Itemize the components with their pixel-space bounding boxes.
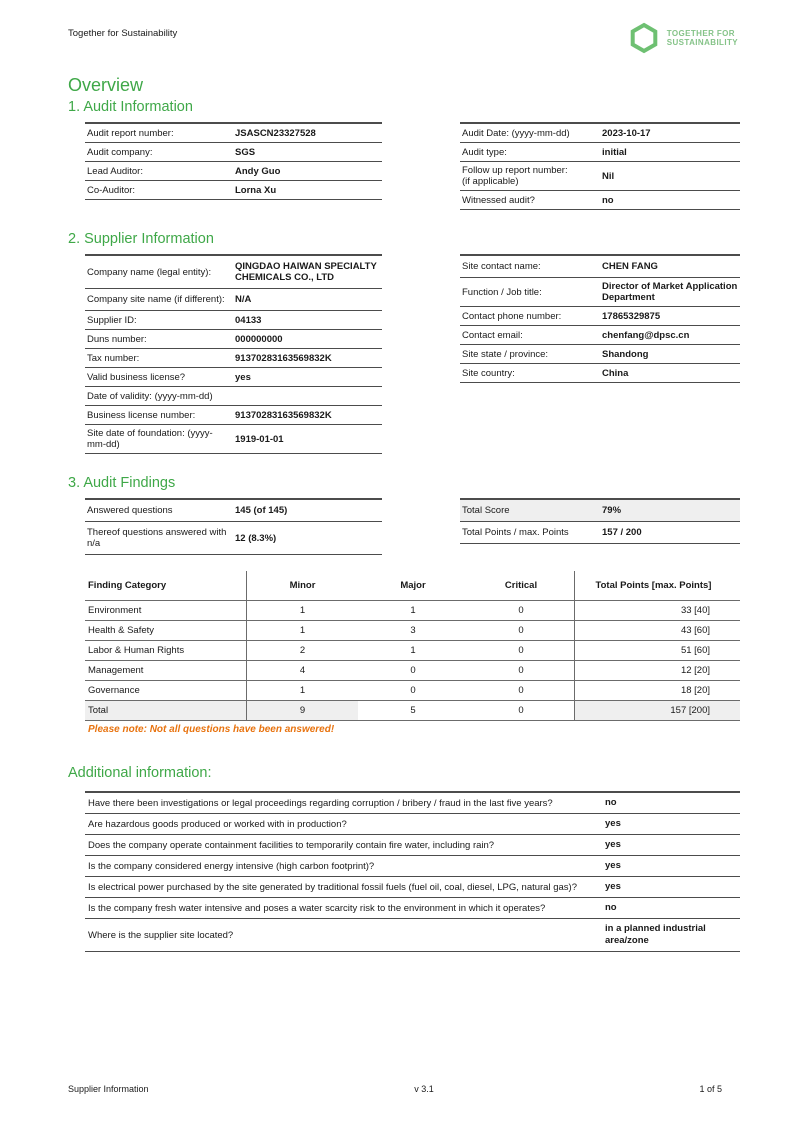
field-label: Witnessed audit? xyxy=(462,194,535,206)
answer-value: yes xyxy=(605,839,621,850)
field-label: Site country: xyxy=(462,367,515,379)
field-value: no xyxy=(602,194,614,206)
field-label: Total Points / max. Points xyxy=(462,527,569,538)
info-row xyxy=(460,162,740,191)
finding-major: 1 xyxy=(410,645,416,656)
header-title: Together for Sustainability xyxy=(68,28,178,39)
field-label: Company name (legal entity): xyxy=(87,266,212,278)
finding-category: Governance xyxy=(85,681,247,700)
field-label: Duns number: xyxy=(87,333,147,345)
field-value: 91370283163569832K xyxy=(235,352,332,364)
finding-category: Management xyxy=(85,661,247,680)
logo-line2: SUSTAINABILITY xyxy=(666,38,738,47)
info-row xyxy=(460,278,740,307)
info-row xyxy=(460,307,740,326)
info-row xyxy=(460,326,740,345)
field-label-line: (if applicable) xyxy=(462,176,519,187)
field-label xyxy=(462,165,602,187)
field-label: Site date of foundation: (yyyy-mm-dd) xyxy=(87,428,213,450)
answer-value: yes xyxy=(605,881,621,892)
finding-critical: 0 xyxy=(518,645,524,656)
info-row xyxy=(85,124,382,143)
question-text: Have there been investigations or legal proceedings regarding corruption / bribery / fraud in the last five years? xyxy=(88,797,553,809)
answer-value: yes xyxy=(605,818,621,829)
footer-version: v 3.1 xyxy=(414,1084,434,1094)
question-text: Is the company considered energy intensive (high carbon footprint)? xyxy=(88,860,375,872)
finding-points: 157 [200] xyxy=(574,701,740,720)
finding-table-header xyxy=(85,571,740,601)
info-row xyxy=(460,191,740,210)
field-label: Total Score xyxy=(462,505,510,516)
section-heading-audit-information: 1. Audit Information xyxy=(68,99,193,115)
field-value: China xyxy=(602,367,629,379)
audit-findings-right-table xyxy=(460,498,740,544)
field-label: Audit company: xyxy=(87,146,153,158)
field-label: Answered questions xyxy=(87,505,173,516)
section-heading-supplier-information: 2. Supplier Information xyxy=(68,231,214,247)
finding-row xyxy=(85,621,740,641)
page-title: Overview xyxy=(68,75,144,95)
finding-category-table xyxy=(85,571,740,721)
field-value: yes xyxy=(235,371,251,383)
section-heading-audit-findings: 3. Audit Findings xyxy=(68,475,176,491)
column-header-major: Major xyxy=(400,580,426,591)
finding-row xyxy=(85,601,740,621)
audit-findings-summary xyxy=(85,498,800,555)
field-label: Audit type: xyxy=(462,146,507,158)
field-label: Function / Job title: xyxy=(462,286,542,298)
info-row xyxy=(85,143,382,162)
finding-critical: 0 xyxy=(518,625,524,636)
field-label: Contact email: xyxy=(462,329,523,341)
finding-row xyxy=(85,681,740,701)
field-label: Contact phone number: xyxy=(462,310,562,322)
field-value: N/A xyxy=(235,294,252,305)
question-text: Does the company operate containment facilities to temporarily contain fire water, including rain? xyxy=(88,839,495,851)
field-value: initial xyxy=(602,146,627,158)
field-value: Shandong xyxy=(602,348,649,360)
finding-row-total xyxy=(85,701,740,721)
question-row xyxy=(85,919,740,952)
finding-category: Health & Safety xyxy=(85,621,247,640)
info-row xyxy=(460,345,740,364)
finding-major: 0 xyxy=(410,665,416,676)
field-value: 1919-01-01 xyxy=(235,433,284,445)
finding-major: 0 xyxy=(410,685,416,696)
hexagon-logo-icon xyxy=(628,22,660,54)
question-row xyxy=(85,856,740,877)
field-value: 79% xyxy=(602,505,622,516)
finding-row xyxy=(85,641,740,661)
tfs-logo xyxy=(628,22,738,54)
info-row xyxy=(460,364,740,383)
finding-minor: 1 xyxy=(299,605,306,616)
field-value: CHEN FANG xyxy=(602,261,658,272)
field-value: Andy Guo xyxy=(235,165,281,177)
finding-minor: 9 xyxy=(247,701,358,720)
finding-critical: 0 xyxy=(518,705,524,716)
info-row xyxy=(460,522,740,544)
field-value: 145 (of 145) xyxy=(235,505,288,516)
question-text: Where is the supplier site located? xyxy=(88,929,234,941)
finding-points: 43 [60] xyxy=(574,621,740,640)
field-value: 157 / 200 xyxy=(602,527,642,538)
field-value: QINGDAO HAIWAN SPECIALTY CHEMICALS CO., LTD xyxy=(235,261,377,283)
info-row xyxy=(85,425,382,454)
field-value: 2023-10-17 xyxy=(602,127,651,139)
info-row xyxy=(85,368,382,387)
field-label: Site contact name: xyxy=(462,261,541,272)
supplier-information-right-table xyxy=(460,254,740,383)
finding-major: 5 xyxy=(410,705,416,716)
field-label: Business license number: xyxy=(87,409,196,421)
finding-points: 51 [60] xyxy=(574,641,740,660)
answer-value: no xyxy=(605,902,617,913)
question-row xyxy=(85,877,740,898)
field-label: Date of validity: (yyyy-mm-dd) xyxy=(87,390,213,402)
finding-minor: 1 xyxy=(299,685,306,696)
finding-category: Total xyxy=(85,701,247,720)
field-label: Co-Auditor: xyxy=(87,184,136,196)
answer-value: no xyxy=(605,797,617,808)
logo-wordmark xyxy=(667,29,738,47)
footer-document-name: Supplier Information xyxy=(68,1084,149,1094)
question-row xyxy=(85,793,740,814)
finding-critical: 0 xyxy=(518,685,524,696)
field-label-line: Follow up report number: xyxy=(462,165,568,176)
field-value: SGS xyxy=(235,146,256,158)
column-header-points: Total Points [max. Points] xyxy=(574,571,740,600)
field-value: Lorna Xu xyxy=(235,184,277,196)
info-row xyxy=(85,311,382,330)
finding-minor: 1 xyxy=(299,625,306,636)
answer-value: in a planned industrial area/zone xyxy=(605,923,706,946)
finding-critical: 0 xyxy=(518,665,524,676)
additional-information-table xyxy=(85,791,740,952)
field-label: Thereof questions answered with n/a xyxy=(87,527,227,549)
field-label: Audit report number: xyxy=(87,127,174,139)
supplier-information-section xyxy=(85,254,800,454)
info-row xyxy=(85,181,382,200)
info-row xyxy=(85,289,382,311)
field-label: Company site name (if different): xyxy=(87,294,225,305)
question-row xyxy=(85,898,740,919)
question-row xyxy=(85,835,740,856)
finding-points: 18 [20] xyxy=(574,681,740,700)
audit-information-right-table xyxy=(460,122,740,210)
page-footer xyxy=(0,1084,800,1094)
field-value: Nil xyxy=(602,170,615,182)
field-value: 17865329875 xyxy=(602,310,661,322)
audit-information-left-table xyxy=(85,122,382,200)
info-row xyxy=(460,256,740,278)
section-heading-additional-information: Additional information: xyxy=(68,765,212,781)
field-label: Valid business license? xyxy=(87,371,186,383)
column-header-category: Finding Category xyxy=(85,571,247,600)
field-value: 000000000 xyxy=(235,333,283,345)
finding-category: Environment xyxy=(85,601,247,620)
field-label: Tax number: xyxy=(87,352,140,364)
info-row xyxy=(460,124,740,143)
answer-value: yes xyxy=(605,860,621,871)
finding-major: 1 xyxy=(410,605,416,616)
info-row xyxy=(85,406,382,425)
footer-page-number: 1 of 5 xyxy=(699,1084,722,1094)
finding-minor: 2 xyxy=(299,645,306,656)
logo-line1: TOGETHER FOR xyxy=(666,29,735,38)
column-header-critical: Critical xyxy=(504,580,538,591)
not-all-answered-notice: Please note: Not all questions have been answered! xyxy=(88,724,335,735)
audit-information-section xyxy=(85,122,800,210)
field-value: Director of Market Application Department xyxy=(602,281,738,303)
audit-findings-left-table xyxy=(85,498,382,555)
info-row xyxy=(460,143,740,162)
question-text: Are hazardous goods produced or worked with in production? xyxy=(88,818,347,830)
field-label: Supplier ID: xyxy=(87,314,137,326)
supplier-information-left-table xyxy=(85,254,382,454)
info-row xyxy=(85,500,382,522)
question-row xyxy=(85,814,740,835)
field-value: 91370283163569832K xyxy=(235,409,332,421)
field-label: Audit Date: (yyyy-mm-dd) xyxy=(462,127,570,139)
field-value: 12 (8.3%) xyxy=(235,532,277,544)
field-value: JSASCN23327528 xyxy=(235,127,316,139)
info-row xyxy=(85,330,382,349)
finding-major: 3 xyxy=(410,625,416,636)
finding-critical: 0 xyxy=(518,605,524,616)
finding-row xyxy=(85,661,740,681)
field-value: 04133 xyxy=(235,314,262,326)
info-row xyxy=(85,349,382,368)
total-score-row xyxy=(460,500,740,522)
finding-points: 12 [20] xyxy=(574,661,740,680)
field-label: Site state / province: xyxy=(462,348,549,360)
info-row xyxy=(85,256,382,289)
finding-points: 33 [40] xyxy=(574,601,740,620)
question-text: Is the company fresh water intensive and poses a water scarcity risk to the environment in which it operates? xyxy=(88,902,546,914)
info-row xyxy=(85,522,382,555)
column-header-minor: Minor xyxy=(289,580,316,591)
field-value: chenfang@dpsc.cn xyxy=(602,329,690,341)
info-row xyxy=(85,387,382,406)
finding-minor: 4 xyxy=(299,665,306,676)
field-label: Lead Auditor: xyxy=(87,165,143,177)
page-header xyxy=(0,0,800,70)
finding-category: Labor & Human Rights xyxy=(85,641,247,660)
info-row xyxy=(85,162,382,181)
question-text: Is electrical power purchased by the site generated by traditional fossil fuels (fuel oil, coal, diesel, LPG, natural gas)? xyxy=(88,881,577,893)
